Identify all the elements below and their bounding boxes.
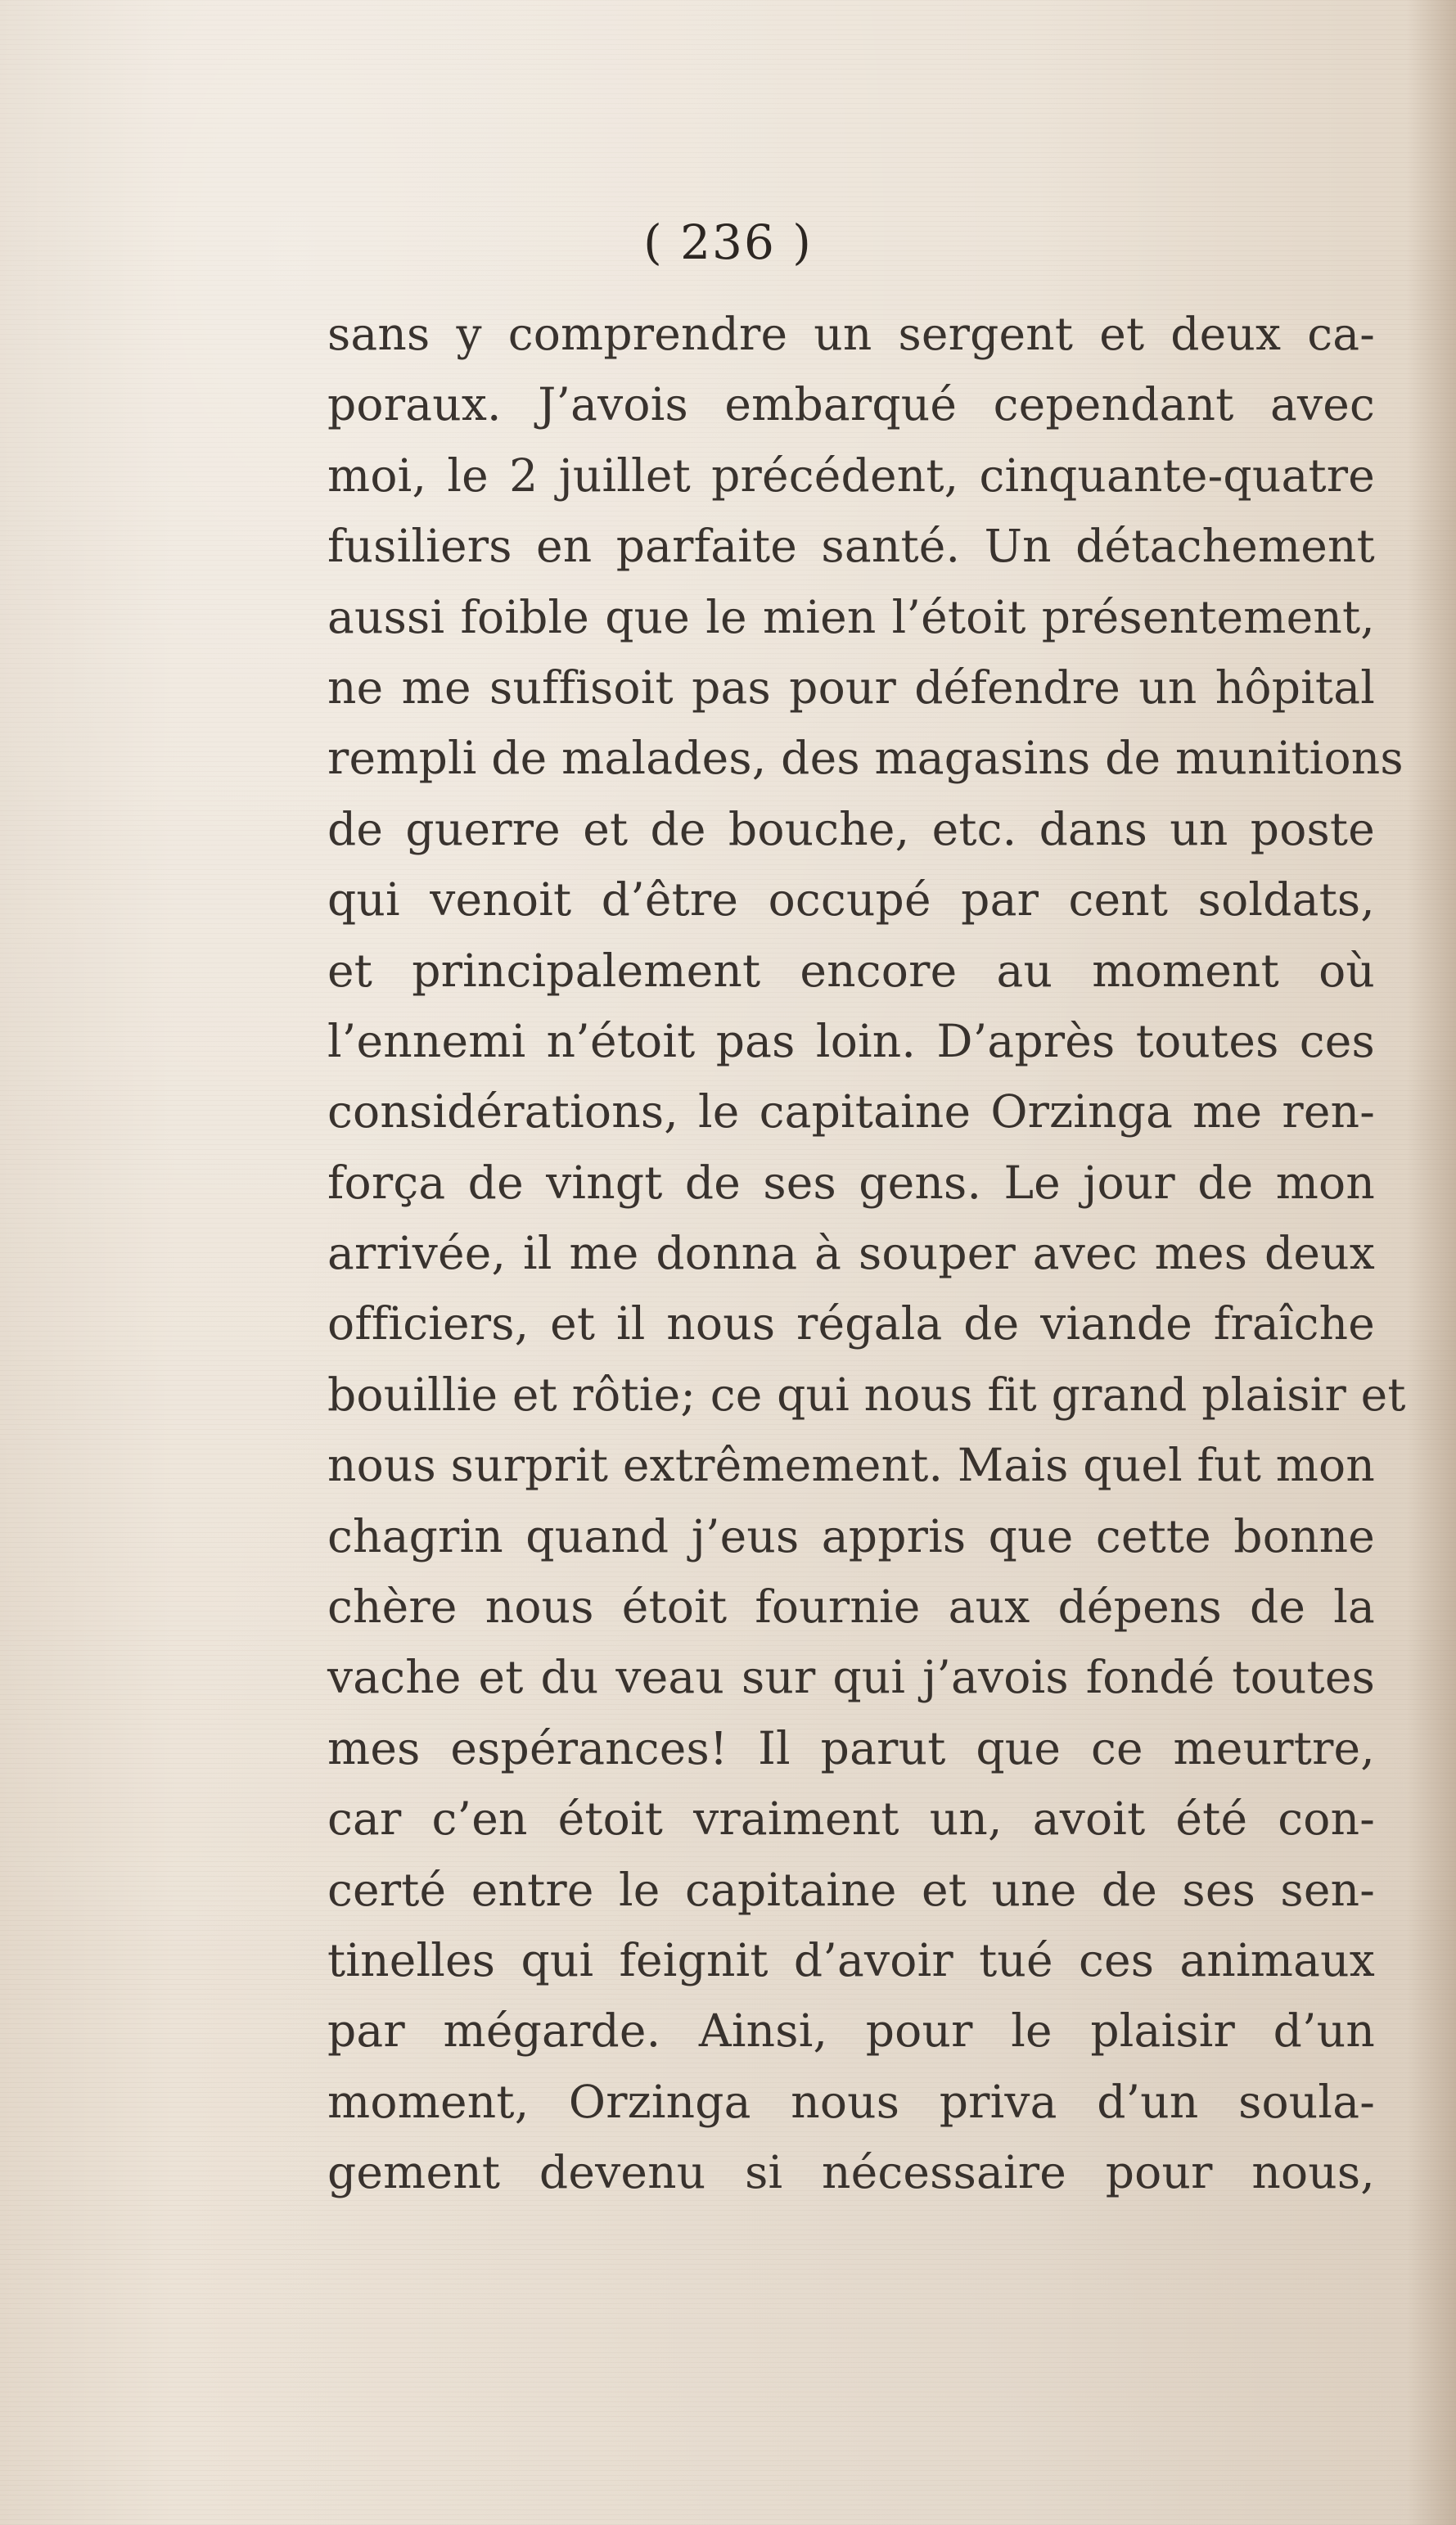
text-line: moi, le 2 juillet précédent, cinquante-quatre (327, 449, 1375, 502)
text-line: considérations, le capitaine Orzinga me ren- (327, 1085, 1375, 1139)
text-line: par mégarde. Ainsi, pour le plaisir d’un (327, 2004, 1375, 2058)
text-line: chère nous étoit fournie aux dépens de la (327, 1580, 1375, 1634)
text-line: chagrin quand j’eus appris que cette bonne (327, 1509, 1375, 1562)
text-line: mes espérances! Il parut que ce meurtre, (327, 1721, 1375, 1774)
text-line: ne me suffisoit pas pour défendre un hôpital (327, 661, 1375, 714)
text-line: de guerre et de bouche, etc. dans un poste (327, 802, 1375, 855)
text-line: fusiliers en parfaite santé. Un détachement (327, 520, 1375, 573)
text-line: vache et du veau sur qui j’avois fondé toutes (327, 1651, 1375, 1704)
text-line: arrivée, il me donna à souper avec mes deux (327, 1227, 1375, 1280)
text-line: poraux. J’avois embarqué cependant avec (327, 378, 1375, 431)
text-line: tinelles qui feignit d’avoir tué ces animaux (327, 1933, 1375, 1986)
text-line: et principalement encore au moment où (327, 944, 1375, 997)
page-edge-shadow (1407, 0, 1456, 2525)
text-line: certé entre le capitaine et une de ses sen- (327, 1863, 1375, 1916)
text-line: moment, Orzinga nous priva d’un soula- (327, 2075, 1375, 2128)
text-line: car c’en étoit vraiment un, avoit été con- (327, 1792, 1375, 1846)
text-line: qui venoit d’être occupé par cent soldats, (327, 873, 1375, 927)
text-line: força de vingt de ses gens. Le jour de mon (327, 1156, 1375, 1209)
body-text (327, 299, 1406, 2208)
text-line: nous surprit extrêmement. Mais quel fut mon (327, 1439, 1375, 1492)
text-line: sans y comprendre un sergent et deux ca- (327, 308, 1375, 360)
text-line: bouillie et rôtie; ce qui nous fit grand plaisir et (327, 1368, 1406, 1421)
text-line: rempli de malades, des magasins de munitions (327, 732, 1404, 785)
text-line: gement devenu si nécessaire pour nous, (327, 2146, 1375, 2199)
page-number: ( 236 ) (643, 214, 813, 270)
text-line: aussi foible que le mien l’étoit présentement, (327, 590, 1375, 643)
text-line: officiers, et il nous régala de viande fraîche (327, 1297, 1375, 1350)
text-line: l’ennemi n’étoit pas loin. D’après toutes ces (327, 1014, 1375, 1067)
